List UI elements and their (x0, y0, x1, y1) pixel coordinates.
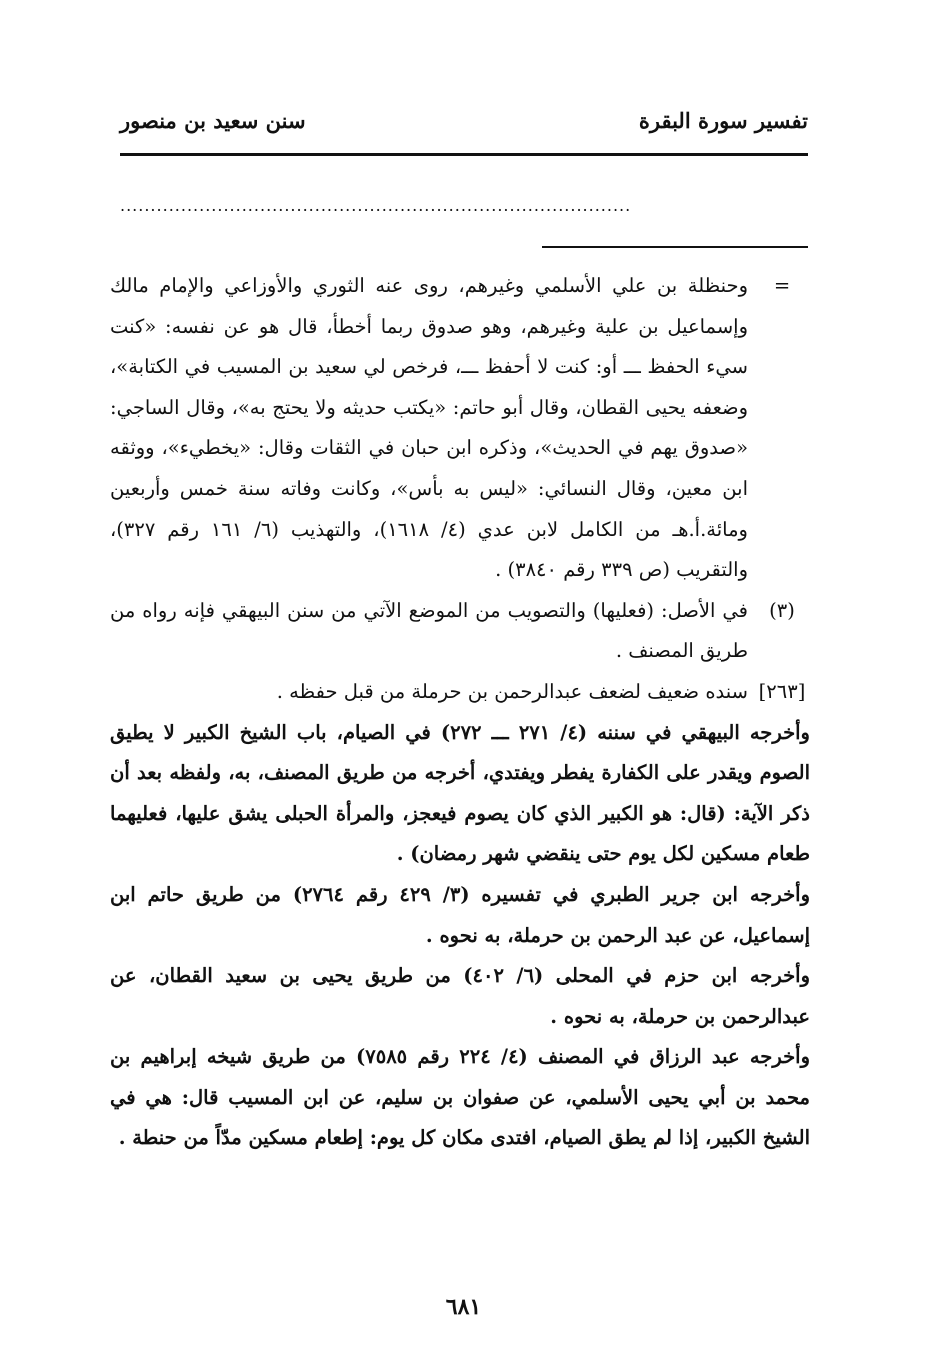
footnote-3-marker: (٣) (769, 598, 795, 622)
hadith-number: [٢٦٣] (758, 679, 806, 703)
footnote-continuation-text: وحنظلة بن علي الأسلمي وغيرهم، روى عنه الثوري والأوزاعي والإمام مالك وإسماعيل بن علية وغيرهم، وهو صدوق ربما أخطأ، قال هو عن نفسه: «كنت سيء الحفظ ـــ أو: كنت لا أحفظ ـــ، فرخص لي سعيد بن المسيب في الكتابة»، وضعفه يحيى القطان، وقال أبو حاتم: «يكتب حديثه ولا يحتج به»، وقال الساجي: «صدوق يهم في الحديث»، وذكره ابن حبان في الثقات وقال: «يخطيء»، ووثقه ابن معين، وقال النسائي: «ليس به بأس»، وكانت وفاته سنة خمس وأربعين ومائة.أ.هـ من الكامل لابن عدي (٤/ ١٦١٨)، والتهذيب (٦/ ١٦١ رقم ٣٢٧)، والتقريب (ص ٣٣٩ رقم ٣٨٤٠) . (110, 274, 748, 582)
page-header (120, 108, 808, 148)
dot-leader: .................................................................................... (120, 198, 632, 214)
footnote-3 (110, 591, 810, 672)
footnote-3-text: في الأصل: (فعليها) والتصويب من الموضع الآتي من سنن البيهقي فإنه رواه من طريق المصنف . (110, 598, 748, 663)
page-number: ٦٨١ (445, 1294, 482, 1320)
footnote-continuation (110, 266, 810, 591)
hadith-grading: سنده ضعيف لضعف عبدالرحمن بن حرملة من قبل حفظه . (276, 679, 748, 703)
header-rule (120, 153, 808, 156)
hadith-263-note (110, 672, 810, 713)
footnote-rule (542, 246, 808, 248)
takhrij-paragraph-bayhaqi: وأخرجه البيهقي في سننه (٤/ ٢٧١ ـــ ٢٧٢) في الصيام، باب الشيخ الكبير لا يطيق الصوم ويقدر على الكفارة يفطر ويفتدي، أخرجه من طريق المصنف، به، ولفظه بعد أن ذكر الآية: (قال: هو الكبير الذي كان يصوم فيعجز، والمرأة الحبلى يشق عليها، فعليهما طعام مسكين لكل يوم حتى ينقضي شهر رمضان) . (110, 720, 810, 866)
footnotes-section (110, 266, 810, 1159)
takhrij-paragraph-ibn-hazm: وأخرجه ابن حزم في المحلى (٦/ ٤٠٢) من طريق يحيى بن سعيد القطان، عن عبدالرحمن بن حرملة، به نحوه . (110, 964, 810, 1028)
continuation-marker: = (773, 274, 791, 297)
surah-title: تفسير سورة البقرة (638, 108, 808, 133)
book-title: سنن سعيد بن منصور (120, 108, 306, 133)
takhrij-paragraph-tabari: وأخرجه ابن جرير الطبري في تفسيره (٣/ ٤٢٩ رقم ٢٧٦٤) من طريق حاتم ابن إسماعيل، عن عبد الرحمن بن حرملة، به نحوه . (110, 882, 810, 947)
takhrij-paragraph-abdurrazzaq: وأخرجه عبد الرزاق في المصنف (٤/ ٢٢٤ رقم ٧٥٨٥) من طريق شيخه إبراهيم بن محمد بن أبي يحيى الأسلمي، عن صفوان بن سليم، عن ابن المسيب قال: هي في الشيخ الكبير، إذا لم يطق الصيام، افتدى مكان كل يوم: إطعام مسكين مدّاً من حنطة . (110, 1045, 811, 1150)
